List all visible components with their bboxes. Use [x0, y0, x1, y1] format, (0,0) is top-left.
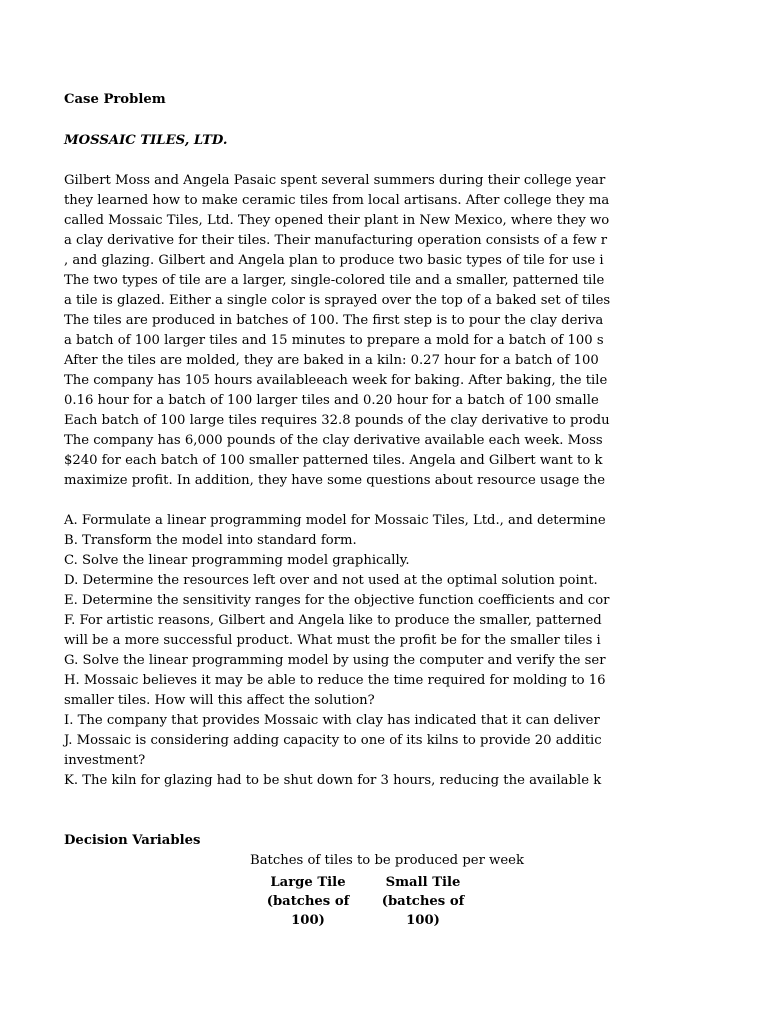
question-item-j: J. Mossaic is considering adding capacity to one of its kilns to provide 20 additic [64, 733, 602, 748]
section-heading: Case Problem [64, 92, 166, 107]
question-item-f-continued: will be a more successful product. What must the profit be for the smaller tiles i [64, 633, 601, 648]
paragraph-line: The company has 6,000 pounds of the clay derivative available each week. Moss [64, 433, 603, 448]
paragraph-line: they learned how to make ceramic tiles from local artisans. After college they ma [64, 193, 610, 208]
question-item-k: K. The kiln for glazing had to be shut down for 3 hours, reducing the available k [64, 773, 602, 788]
paragraph-line: a clay derivative for their tiles. Their manufacturing operation consists of a few r [64, 233, 608, 248]
paragraph-line: Gilbert Moss and Angela Pasaic spent several summers during their college year [64, 173, 606, 188]
paragraph-line: a batch of 100 larger tiles and 15 minutes to prepare a mold for a batch of 100 s [64, 333, 604, 348]
large-tile-label: Large Tile [270, 875, 346, 890]
question-item-h: H. Mossaic believes it may be able to reduce the time required for molding to 16 [64, 673, 606, 688]
paragraph-line: The two types of tile are a larger, single-colored tile and a smaller, patterned tile [64, 273, 605, 288]
small-tile-unit-end: 100) [406, 913, 440, 928]
decision-variables-title: Decision Variables [64, 833, 201, 848]
small-tile-unit: (batches of [381, 894, 465, 909]
large-tile-column-header [255, 873, 361, 930]
decision-variables-subtitle: Batches of tiles to be produced per week [250, 853, 524, 868]
small-tile-label: Small Tile [385, 875, 461, 890]
paragraph-line: $240 for each batch of 100 smaller patterned tiles. Angela and Gilbert want to k [64, 453, 603, 468]
paragraph-line: , and glazing. Gilbert and Angela plan to produce two basic types of tile for use i [64, 253, 604, 268]
question-item-e: E. Determine the sensitivity ranges for the objective function coefficients and cor [64, 593, 610, 608]
question-item-b: B. Transform the model into standard form. [64, 533, 357, 548]
paragraph-line: The tiles are produced in batches of 100. The first step is to pour the clay deriva [64, 313, 604, 328]
paragraph-line: a tile is glazed. Either a single color is sprayed over the top of a baked set of tiles [64, 293, 611, 308]
question-item-h-continued: smaller tiles. How will this affect the solution? [64, 693, 375, 708]
question-item-i: I. The company that provides Mossaic with clay has indicated that it can deliver [64, 713, 600, 728]
question-item-f: F. For artistic reasons, Gilbert and Angela like to produce the smaller, patterned [64, 613, 602, 628]
question-item-a: A. Formulate a linear programming model for Mossaic Tiles, Ltd., and determine [64, 513, 606, 528]
paragraph-line: maximize profit. In addition, they have some questions about resource usage the [64, 473, 606, 488]
question-item-j-continued: investment? [64, 753, 146, 768]
paragraph-line: After the tiles are molded, they are baked in a kiln: 0.27 hour for a batch of 100 [64, 353, 599, 368]
paragraph-line: The company has 105 hours availableeach week for baking. After baking, the tile [64, 373, 608, 388]
paragraph-line: Each batch of 100 large tiles requires 32.8 pounds of the clay derivative to produ [64, 413, 610, 428]
question-item-g: G. Solve the linear programming model by using the computer and verify the ser [64, 653, 606, 668]
large-tile-unit-end: 100) [291, 913, 325, 928]
small-tile-column-header [370, 873, 476, 930]
paragraph-line: 0.16 hour for a batch of 100 larger tiles and 0.20 hour for a batch of 100 smalle [64, 393, 599, 408]
paragraph-line: called Mossaic Tiles, Ltd. They opened their plant in New Mexico, where they wo [64, 213, 610, 228]
case-title: MOSSAIC TILES, LTD. [64, 133, 228, 148]
question-item-d: D. Determine the resources left over and not used at the optimal solution point. [64, 573, 598, 588]
large-tile-unit: (batches of [266, 894, 350, 909]
question-item-c: C. Solve the linear programming model graphically. [64, 553, 410, 568]
